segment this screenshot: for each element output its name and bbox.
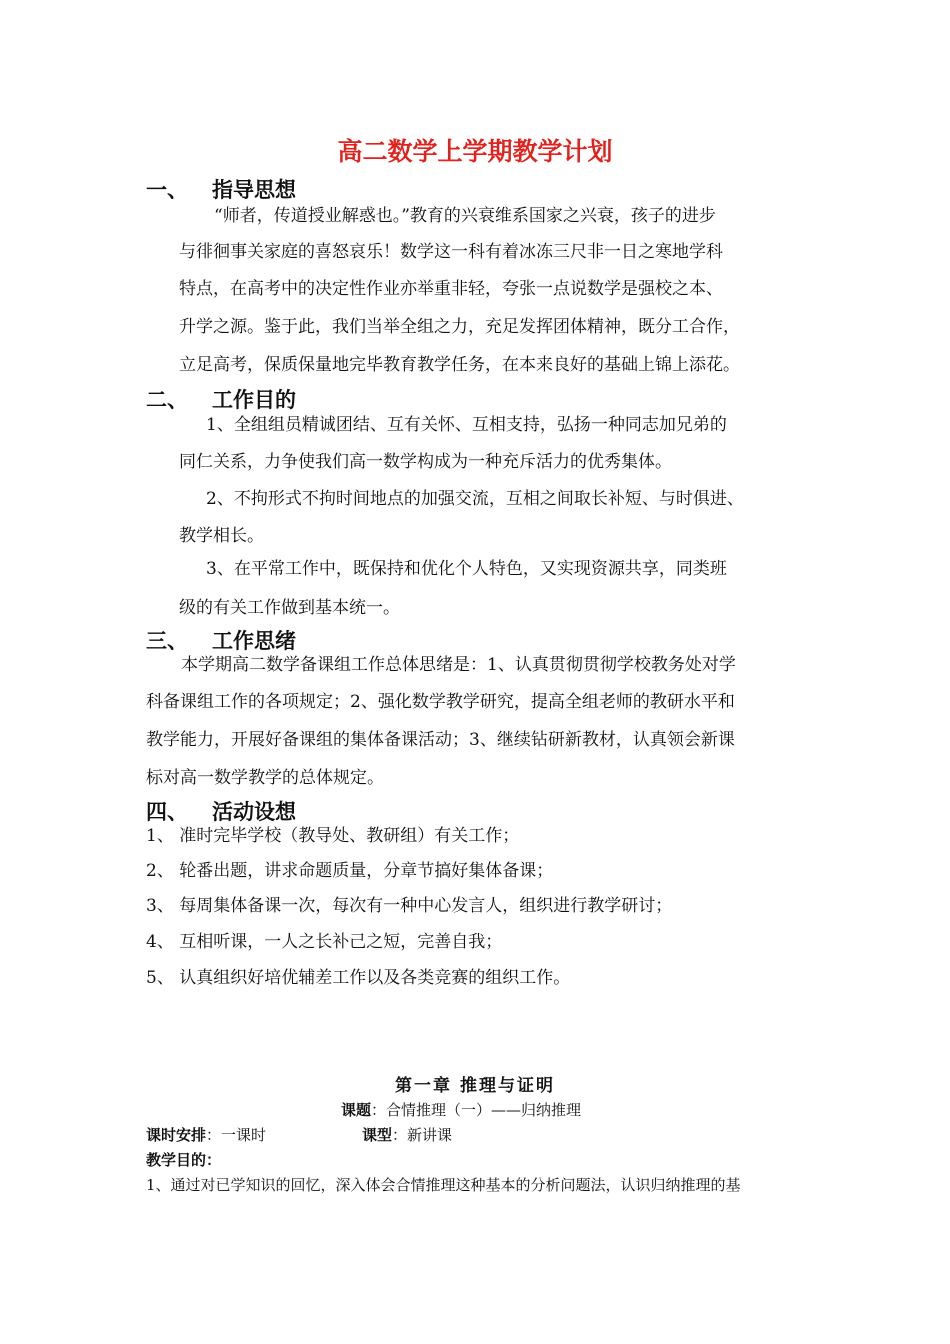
paragraph-line: 1、全组组员精诚团结、互有关怀、互相支持，弘扬一种同志加兄弟的 bbox=[206, 415, 727, 435]
lesson-type bbox=[362, 1124, 452, 1145]
paragraph-line: 同仁关系，力争使我们高一数学构成为一种充斥活力的优秀集体。 bbox=[179, 452, 672, 472]
section-title: 工作目的 bbox=[212, 388, 296, 412]
paragraph-line: 教学能力，开展好备课组的集体备课活动；3、继续钻研新教材，认真领会新课 bbox=[146, 730, 735, 750]
section-number: 一、 bbox=[146, 178, 188, 202]
paragraph-line: 本学期高二数学备课组工作总体思绪是：1、认真贯彻贯彻学校教务处对学 bbox=[181, 655, 736, 675]
hours-label: 课时安排 bbox=[146, 1126, 207, 1144]
list-item: 4、 互相听课，一人之长补己之短，完善自我； bbox=[146, 932, 503, 952]
paragraph-line: 3、在平常工作中，既保持和优化个人特色，又实现资源共享，同类班 bbox=[206, 559, 727, 579]
list-item: 1、 准时完毕学校（教导处、教研组）有关工作； bbox=[146, 826, 520, 846]
lesson-goal-heading bbox=[146, 1149, 221, 1170]
chapter-heading: 第一章 推理与证明 bbox=[395, 1076, 555, 1096]
section-number: 三、 bbox=[146, 629, 188, 653]
paragraph-line: 科备课组工作的各项规定；2、强化数学教学研究，提高全组老师的教研水平和 bbox=[146, 692, 735, 712]
lesson-hours bbox=[146, 1124, 266, 1145]
list-item: 3、 每周集体备课一次，每次有一种中心发言人，组织进行教学研讨； bbox=[146, 896, 673, 916]
hours-value: ：一课时 bbox=[206, 1126, 267, 1144]
paragraph-line: “师者，传道授业解惑也。”教育的兴衰维系国家之兴衰，孩子的进步 bbox=[214, 206, 716, 226]
paragraph-line: 标对高一数学教学的总体规定。 bbox=[146, 768, 384, 788]
lesson-goal-line: 1、通过对已学知识的回忆，深入体会合情推理这种基本的分析问题法，认识归纳推理的基 bbox=[146, 1176, 741, 1194]
section-number: 二、 bbox=[146, 388, 188, 412]
paragraph-line: 立足高考，保质保量地完毕教育教学任务，在本来良好的基础上锦上添花。 bbox=[179, 355, 740, 375]
lesson-topic bbox=[341, 1099, 581, 1120]
page-title: 高二数学上学期教学计划 bbox=[337, 137, 613, 166]
paragraph-line: 与徘徊事关家庭的喜怒哀乐！数学这一科有着冰冻三尺非一日之寒地学科 bbox=[179, 242, 723, 262]
type-label: 课型 bbox=[362, 1126, 393, 1144]
section-title: 工作思绪 bbox=[212, 629, 296, 653]
paragraph-line: 特点，在高考中的决定性作业亦举重非轻，夸张一点说数学是强校之本、 bbox=[179, 279, 723, 299]
paragraph-line: 级的有关工作做到基本统一。 bbox=[179, 598, 400, 618]
topic-label: 课题 bbox=[341, 1101, 372, 1119]
section-number: 四、 bbox=[146, 800, 188, 824]
section-title: 指导思想 bbox=[212, 178, 296, 202]
paragraph-line: 2、不拘形式不拘时间地点的加强交流，互相之间取长补短、与时俱进、 bbox=[206, 489, 744, 509]
type-value: ：新讲课 bbox=[392, 1126, 453, 1144]
paragraph-line: 升学之源。鉴于此，我们当举全组之力，充足发挥团体精神，既分工合作， bbox=[179, 317, 740, 337]
list-item: 2、 轮番出题，讲求命题质量，分章节搞好集体备课； bbox=[146, 861, 554, 881]
goal-label: 教学目的： bbox=[146, 1151, 222, 1169]
section-heading-1 bbox=[146, 174, 296, 204]
list-item: 5、 认真组织好培优辅差工作以及各类竞赛的组织工作。 bbox=[146, 968, 571, 988]
topic-value: ：合情推理（一）——归纳推理 bbox=[371, 1101, 582, 1119]
section-title: 活动设想 bbox=[212, 800, 296, 824]
paragraph-line: 教学相长。 bbox=[179, 526, 264, 546]
